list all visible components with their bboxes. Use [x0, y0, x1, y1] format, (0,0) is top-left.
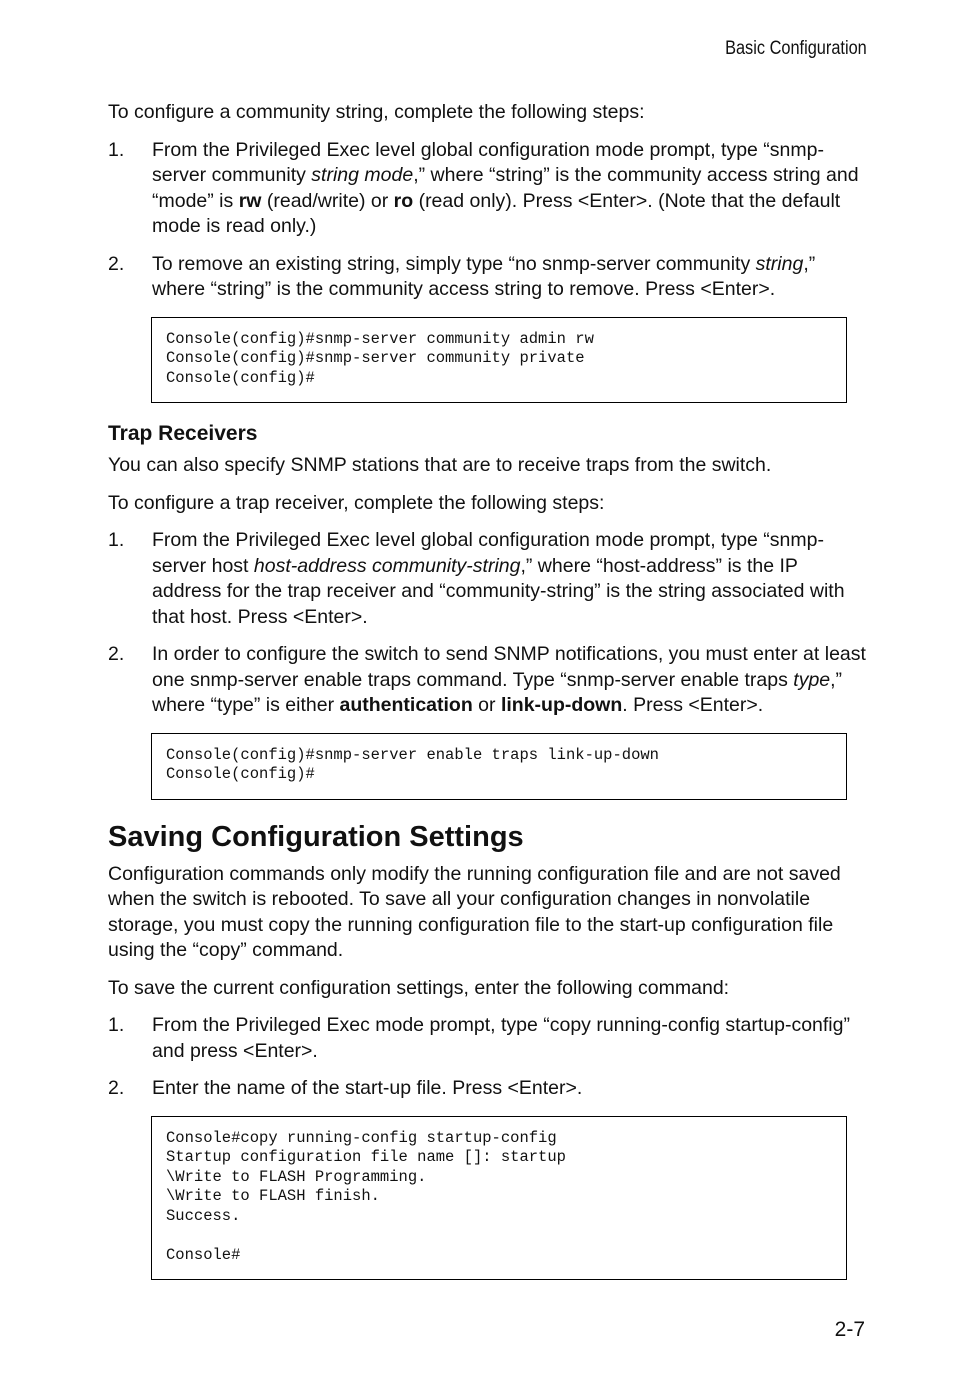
code-line: \Write to FLASH finish.	[166, 1187, 380, 1205]
italic-argument: host-address community-string	[253, 554, 521, 577]
list-item-text: (read/write) or	[261, 189, 394, 212]
list-item-text: ,” where “string” is the community access string to remove. Press <Enter>.	[152, 252, 816, 300]
list-item-number: 2.	[108, 643, 125, 665]
list-item-text: ,” where “host-address” is the IP address for the trap receiver and “community-string” is the string associated with that host. Press <Enter>.	[152, 554, 845, 628]
community-code-block	[151, 317, 847, 404]
list-item-text: To remove an existing string, simply type “no snmp-server community	[152, 252, 756, 275]
page-number: 2-7	[834, 1318, 865, 1341]
list-item-text: From the Privileged Exec level global configuration mode prompt, type “snmp-server community	[152, 138, 824, 186]
list-item-text: Enter the name of the start-up file. Press <Enter>.	[152, 1077, 583, 1099]
page-content	[108, 100, 868, 1294]
code-line: \Write to FLASH Programming.	[166, 1167, 427, 1186]
trap-para-2: To configure a trap receiver, complete the following steps:	[108, 491, 605, 514]
code-line: Console#	[166, 1245, 241, 1264]
list-item-number: 1.	[108, 138, 125, 161]
running-header: Basic Configuration	[725, 38, 867, 59]
italic-argument: string	[755, 252, 804, 275]
code-line	[166, 1226, 832, 1246]
saving-steps	[108, 1013, 868, 1102]
trap-steps	[108, 528, 868, 719]
italic-argument: type	[793, 668, 831, 691]
bold-keyword: rw	[238, 189, 262, 212]
list-item-number: 2.	[108, 1077, 125, 1099]
list-item-text: From the Privileged Exec level global configuration mode prompt, type “snmp-server host	[152, 529, 824, 577]
code-line: Console(config)#snmp-server enable traps link-up-down	[166, 745, 659, 764]
list-item	[108, 138, 868, 240]
list-item-text: or	[472, 694, 501, 716]
list-item-number: 1.	[108, 1014, 125, 1036]
italic-argument: string mode	[311, 164, 414, 186]
list-item	[108, 528, 868, 630]
list-item-text: . Press <Enter>.	[622, 694, 764, 716]
list-item-text: ,” where “type” is either	[152, 668, 843, 716]
list-item	[108, 252, 868, 303]
list-item-number: 1.	[108, 529, 125, 551]
list-item	[108, 1013, 868, 1064]
code-line: Success.	[166, 1206, 241, 1225]
code-line: Console(config)#snmp-server community admin rw	[166, 329, 594, 348]
bold-keyword: authentication	[339, 694, 473, 716]
saving-para-1: Configuration commands only modify the running configuration file and are not saved when the switch is rebooted. To save all your configuration changes in nonvolatile storage, you must copy the running configuration file to the start-up configuration file using the “copy” command.	[108, 862, 841, 961]
list-item-text: (read only). Press <Enter>. (Note that the default mode is read only.)	[152, 189, 841, 237]
code-line: Console(config)#snmp-server community private	[166, 349, 585, 367]
trap-para-1: You can also specify SNMP stations that are to receive traps from the switch.	[108, 454, 772, 476]
list-item-number: 2.	[108, 252, 125, 275]
bold-keyword: ro	[393, 189, 414, 212]
list-item	[108, 642, 868, 719]
code-line: Console#copy running-config startup-config	[166, 1128, 557, 1147]
list-item-text: ,” where “string” is the community access string and “mode” is	[152, 164, 859, 212]
trap-code-block	[151, 733, 847, 800]
community-steps	[108, 138, 868, 303]
saving-code-block	[151, 1116, 847, 1281]
list-item	[108, 1076, 868, 1102]
list-item-text: In order to configure the switch to send SNMP notifications, you must enter at least one snmp-server enable traps command. Type “snmp-server enable traps	[152, 643, 866, 691]
list-item-text: From the Privileged Exec mode prompt, type “copy running-config startup-config” and press <Enter>.	[152, 1014, 850, 1062]
saving-para-2: To save the current configuration settings, enter the following command:	[108, 976, 730, 999]
code-line: Console(config)#	[166, 368, 315, 387]
bold-keyword: link-up-down	[500, 694, 623, 716]
code-line: Startup configuration file name []: startup	[166, 1148, 566, 1166]
code-line: Console(config)#	[166, 765, 315, 783]
saving-heading: Saving Configuration Settings	[108, 820, 524, 853]
community-intro: To configure a community string, complete the following steps:	[108, 101, 645, 123]
trap-receivers-heading: Trap Receivers	[108, 422, 258, 445]
